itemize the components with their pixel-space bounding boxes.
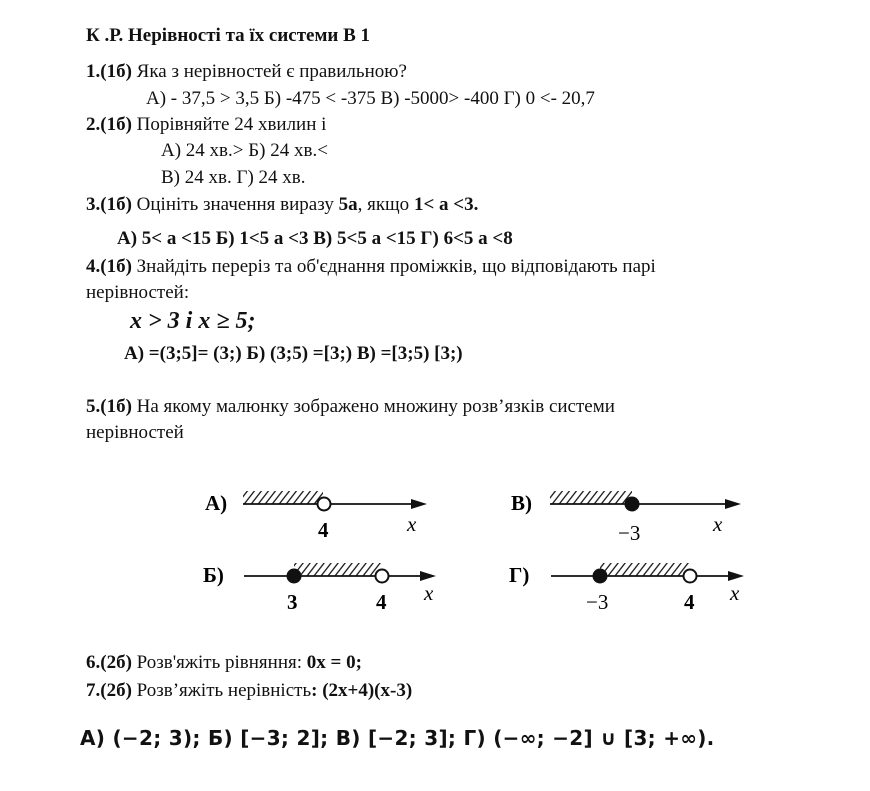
question-3-text-mid: , якщо	[357, 194, 414, 215]
diagram-g-tick-2: 4	[684, 590, 695, 614]
diagram-a-hatch	[243, 491, 323, 504]
question-1-number: 1.(1б)	[86, 61, 132, 82]
question-6-number: 6.(2б)	[86, 652, 132, 673]
diagram-b-arrow	[420, 571, 436, 581]
question-4-text: Знайдіть переріз та об'єднання проміжків, що відповідають парі	[131, 256, 656, 277]
question-5-number: 5.(1б)	[86, 396, 132, 417]
diagram-v-var: x	[713, 512, 723, 536]
question-2-number: 2.(1б)	[86, 114, 132, 135]
diagram-b-tick-2: 4	[376, 590, 387, 614]
question-4-number: 4.(1б)	[86, 256, 132, 277]
question-1-options: А) - 37,5 > 3,5 Б) -475 < -375 В) -5000> -400 Г) 0 <- 20,7	[146, 88, 595, 109]
diagram-g-label: Г)	[509, 563, 530, 587]
diagram-g-open-point	[684, 570, 697, 583]
question-5-text-line2: нерівностей	[86, 422, 184, 443]
question-3-number: 3.(1б)	[86, 194, 132, 215]
diagram-v-tick: −3	[618, 521, 641, 545]
question-3-expression: 5а	[338, 194, 358, 215]
question-4-formula: x > 3 і x ≥ 5;	[130, 308, 256, 334]
question-7	[86, 680, 412, 702]
question-7-expression: : (2x+4)(x-3)	[311, 680, 413, 701]
diagram-b-var: x	[424, 581, 434, 605]
question-6-equation: 0x = 0;	[306, 652, 362, 673]
diagram-b-closed-point	[287, 569, 302, 584]
diagram-g-tick-1: −3	[586, 590, 609, 614]
diagram-a	[205, 491, 427, 542]
diagram-a-arrow	[411, 499, 427, 509]
diagram-b	[203, 563, 436, 614]
question-6-text: Розв'яжіть рівняння:	[131, 652, 307, 673]
diagram-g-hatch	[600, 563, 690, 576]
diagram-g-arrow	[728, 571, 744, 581]
question-3-condition: 1< а <3.	[413, 194, 479, 215]
question-1-text: Яка з нерівностей є правильною?	[131, 61, 407, 82]
question-7-options: А) (−2; 3); Б) [−3; 2]; В) [−2; 3]; Г) (−∞; −2] ∪ [3; +∞).	[80, 726, 715, 750]
diagram-a-var: x	[407, 512, 417, 536]
question-7-number: 7.(2б)	[86, 680, 132, 701]
question-4-options: А) =(3;5]= (3;) Б) (3;5) =[3;) В) =[3;5) [3;)	[124, 343, 463, 364]
question-2-text: Порівняйте 24 хвилин і	[131, 114, 327, 135]
question-2-options-line1: А) 24 хв.> Б) 24 хв.<	[161, 140, 328, 161]
diagram-g-var: x	[730, 581, 740, 605]
question-2-options-line2: В) 24 хв. Г) 24 хв.	[161, 167, 306, 188]
diagram-v-label: В)	[511, 491, 532, 515]
diagram-a-label: А)	[205, 491, 228, 515]
question-5-text: На якому малюнку зображено множину розв’язків системи	[131, 396, 615, 417]
question-4-text-line2: нерівностей:	[86, 282, 190, 303]
diagram-b-hatch	[294, 563, 382, 576]
diagram-g	[509, 563, 744, 614]
diagram-a-tick: 4	[318, 518, 329, 542]
diagram-g-closed-point	[593, 569, 608, 584]
diagram-b-open-point	[376, 570, 389, 583]
question-3-options: А) 5< а <15 Б) 1<5 а <3 В) 5<5 а <15 Г) 6<5 а <8	[117, 228, 513, 249]
diagram-v	[511, 491, 741, 545]
diagram-v-arrow	[725, 499, 741, 509]
diagram-b-tick-1: 3	[287, 590, 298, 614]
diagram-a-open-point	[318, 498, 331, 511]
question-3-text: Оцініть значення виразу	[131, 194, 339, 215]
question-6	[86, 652, 362, 674]
diagram-v-hatch	[550, 491, 632, 504]
diagram-v-closed-point	[625, 497, 640, 512]
question-7-text: Розв’яжіть нерівність	[131, 680, 312, 701]
page-title: К .Р. Нерівності та їх системи В 1	[86, 25, 371, 46]
diagram-b-label: Б)	[203, 563, 224, 587]
